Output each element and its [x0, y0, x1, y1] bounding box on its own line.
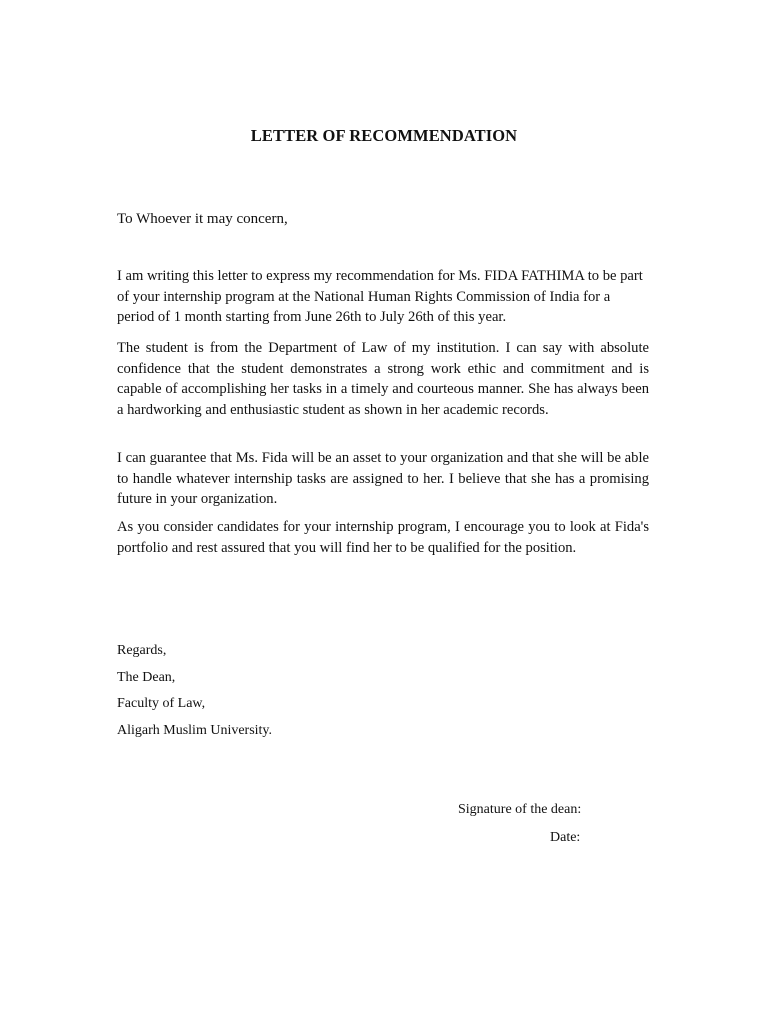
- paragraph-guarantee: I can guarantee that Ms. Fida will be an asset to your organization and that she will be able to handle whatever internship tasks are assigned to her. I believe that she has a promising future in your organization.: [117, 450, 649, 507]
- paragraph-department: The student is from the Department of Law of my institution. I can say with absolute confidence that the student demonstrates a strong work ethic and commitment and is capable of accomplishing her tasks in a timely and courteous manner. She has always been a hardworking and enthusiastic student as shown in her academic records.: [117, 340, 649, 418]
- closing-university: Aligarh Muslim University.: [117, 722, 273, 738]
- closing-block: [117, 638, 272, 744]
- closing-role: The Dean,: [117, 669, 176, 685]
- letter-title: LETTER OF RECOMMENDATION: [250, 126, 518, 145]
- closing-regards: Regards,: [117, 643, 167, 658]
- paragraph-consider: As you consider candidates for your internship program, I encourage you to look at Fida's portfolio and rest assured that you will find her to be qualified for the position.: [117, 519, 649, 556]
- paragraph-intro: I am writing this letter to express my recommendation for Ms. FIDA FATHIMA to be part of your internship program at the National Human Rights Commission of India for a period of 1 month starting from June 26th to July 26th of this year.: [117, 268, 643, 325]
- signature-label: Signature of the dean:: [458, 802, 582, 817]
- date-label: Date:: [550, 830, 581, 845]
- closing-faculty: Faculty of Law,: [117, 696, 206, 711]
- salutation: To Whoever it may concern,: [117, 211, 288, 227]
